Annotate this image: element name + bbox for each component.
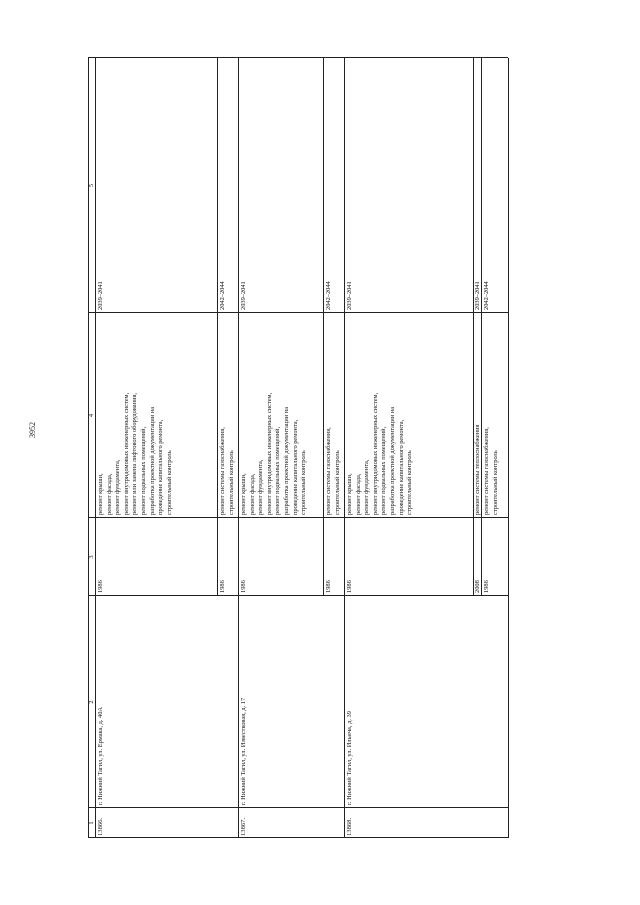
column-header-3: 3 xyxy=(88,555,95,559)
column-header-4: 4 xyxy=(88,413,95,418)
entry-year: 1986 xyxy=(346,580,353,593)
row-divider-2 xyxy=(344,58,345,838)
entry-period: 2039–2041 xyxy=(240,281,247,310)
entry-year: 1986 xyxy=(325,580,332,593)
header-divider xyxy=(95,58,96,838)
entry-period: 2039–2041 xyxy=(474,281,481,310)
col-divider-4 xyxy=(88,312,508,313)
entry-period: 2042–2044 xyxy=(219,281,226,310)
column-header-5: 5 xyxy=(88,183,95,188)
row-number: 13867. xyxy=(240,817,247,836)
entry-works: ремонт крыши, ремонт фасада, ремонт фундамента, ремонт внутридомовых инженерных систем, ремонт подвальных помещений, разработка проектной документации на проведение капитального ремонта, строительный контроль xyxy=(240,392,308,515)
subrow-divider xyxy=(323,58,324,596)
entry-period: 2039–2041 xyxy=(346,281,353,310)
entry-period: 2042–2044 xyxy=(325,281,332,310)
entry-works: ремонт крыши, ремонт фасада, ремонт фундамента, ремонт внутридомовых инженерных систем, ремонт или замена лифтового оборудования, ремонт подвальных помещений, разработка проектной документации на проведение капитального ремонта, строительный контроль xyxy=(97,392,173,515)
entry-works: ремонт крыши, ремонт фасада, ремонт фундамента, ремонт внутридомовых инженерных систем, ремонт подвальных помещений, разработка проектной документации на проведение капитального ремонта, строительный контроль xyxy=(346,392,414,515)
column-header-2: 2 xyxy=(88,700,95,704)
col-divider-3 xyxy=(88,517,508,518)
entry-works: ремонт системы газоснабжения, строительный контроль xyxy=(483,427,499,515)
entry-works: ремонт системы газоснабжения, строительный контроль xyxy=(325,427,341,515)
page-number: 3952 xyxy=(28,422,37,438)
row-number: 13868. xyxy=(346,817,353,836)
entry-year: 1986 xyxy=(97,580,104,593)
subrow-divider xyxy=(481,58,482,596)
row-address: г. Нижний Тагил, ул. Ермака, д. 40А xyxy=(97,706,104,805)
row-address: г. Нижний Тагил, ул. Ильича, д. 39 xyxy=(346,711,353,805)
row-address: г. Нижний Тагил, ул. Известковая, д. 17 xyxy=(240,697,247,805)
column-header-1: 1 xyxy=(88,821,95,825)
row-divider-1 xyxy=(238,58,239,838)
table-border-right xyxy=(88,57,508,58)
subrow-divider xyxy=(473,58,474,596)
entry-period: 2042–2044 xyxy=(483,281,490,310)
entry-period: 2039–2041 xyxy=(97,281,104,310)
entry-year: 2008 xyxy=(474,580,481,593)
entry-year: 1986 xyxy=(240,580,247,593)
entry-works: ремонт системы теплоснабжения xyxy=(474,424,481,515)
col-divider-2 xyxy=(88,595,508,596)
row-number: 13866. xyxy=(97,817,104,836)
col-divider-1 xyxy=(88,807,508,808)
table-border-bottom xyxy=(508,58,509,838)
entry-works: ремонт системы газоснабжения, строительный контроль xyxy=(219,427,235,515)
entry-year: 1986 xyxy=(483,580,490,593)
table-border-left xyxy=(88,837,508,838)
entry-year: 1986 xyxy=(219,580,226,593)
rotated-table xyxy=(88,58,508,838)
subrow-divider xyxy=(217,58,218,596)
